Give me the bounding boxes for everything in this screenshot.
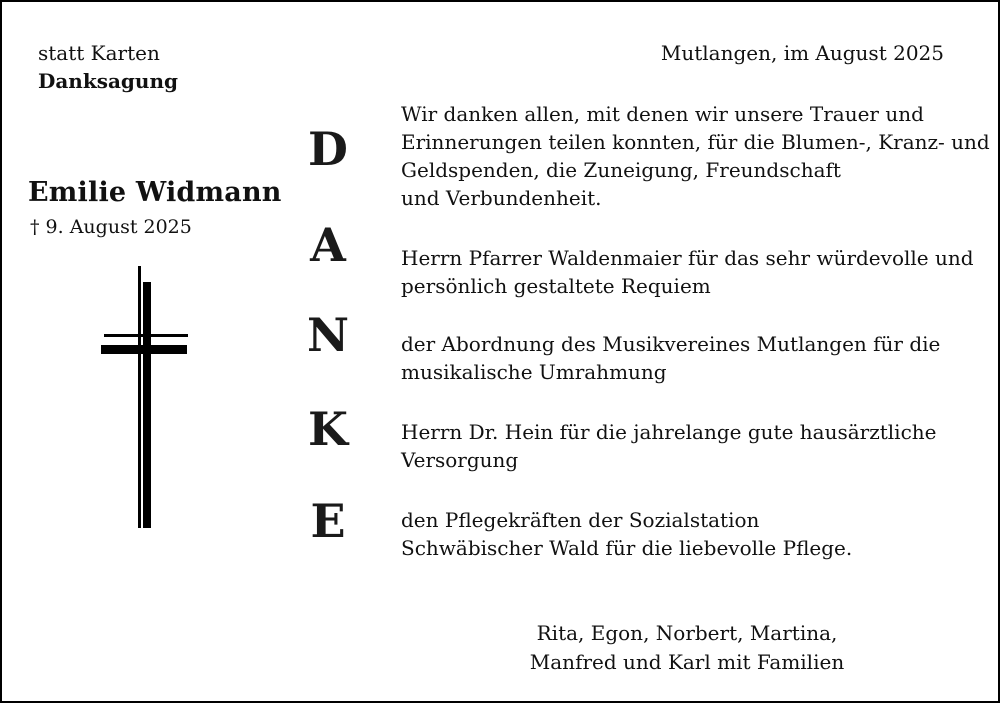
paragraph-line: Wir danken allen, mit denen wir unsere Trauer und [401, 102, 924, 126]
danke-letter-e: E [310, 494, 346, 548]
paragraph-line: Erinnerungen teilen konnten, für die Blumen-, Kranz- und [401, 130, 990, 154]
paragraph-line: Versorgung [401, 448, 519, 472]
danke-letter-k: K [308, 402, 348, 456]
thanks-paragraph-music [401, 330, 940, 386]
danke-letter-d: D [308, 122, 348, 176]
paragraph-line: Geldspenden, die Zuneigung, Freundschaft [401, 158, 841, 182]
dateline: Mutlangen, im August 2025 [660, 41, 944, 65]
statt-karten-label: statt Karten [38, 41, 160, 65]
thanks-paragraph-pastor [401, 244, 974, 300]
paragraph-line: musikalische Umrahmung [401, 360, 667, 384]
thanks-paragraph-general [401, 100, 990, 212]
danke-letter-n: N [306, 308, 350, 362]
cross-icon [98, 266, 192, 528]
thanks-paragraph-care [401, 506, 852, 562]
paragraph-line: den Pflegekräften der Sozialstation [401, 508, 760, 532]
danksagung-heading: Danksagung [38, 69, 178, 93]
signature-line: Manfred und Karl mit Familien [529, 650, 845, 674]
death-date: † 9. August 2025 [30, 216, 192, 238]
deceased-name: Emilie Widmann [28, 177, 282, 208]
paragraph-line: persönlich gestaltete Requiem [401, 274, 711, 298]
paragraph-line: Herrn Pfarrer Waldenmaier für das sehr würdevolle und [401, 246, 974, 270]
family-signature [522, 619, 852, 677]
paragraph-line: Schwäbischer Wald für die liebevolle Pflege. [401, 536, 853, 560]
paragraph-line: Herrn Dr. Hein für die jahrelange gute hausärztliche [401, 420, 937, 444]
paragraph-line: und Verbundenheit. [401, 186, 602, 210]
paragraph-line: der Abordnung des Musikvereines Mutlangen für die [401, 332, 941, 356]
thanks-paragraph-doctor [401, 418, 937, 474]
danke-letter-a: A [310, 218, 346, 272]
signature-line: Rita, Egon, Norbert, Martina, [536, 621, 838, 645]
